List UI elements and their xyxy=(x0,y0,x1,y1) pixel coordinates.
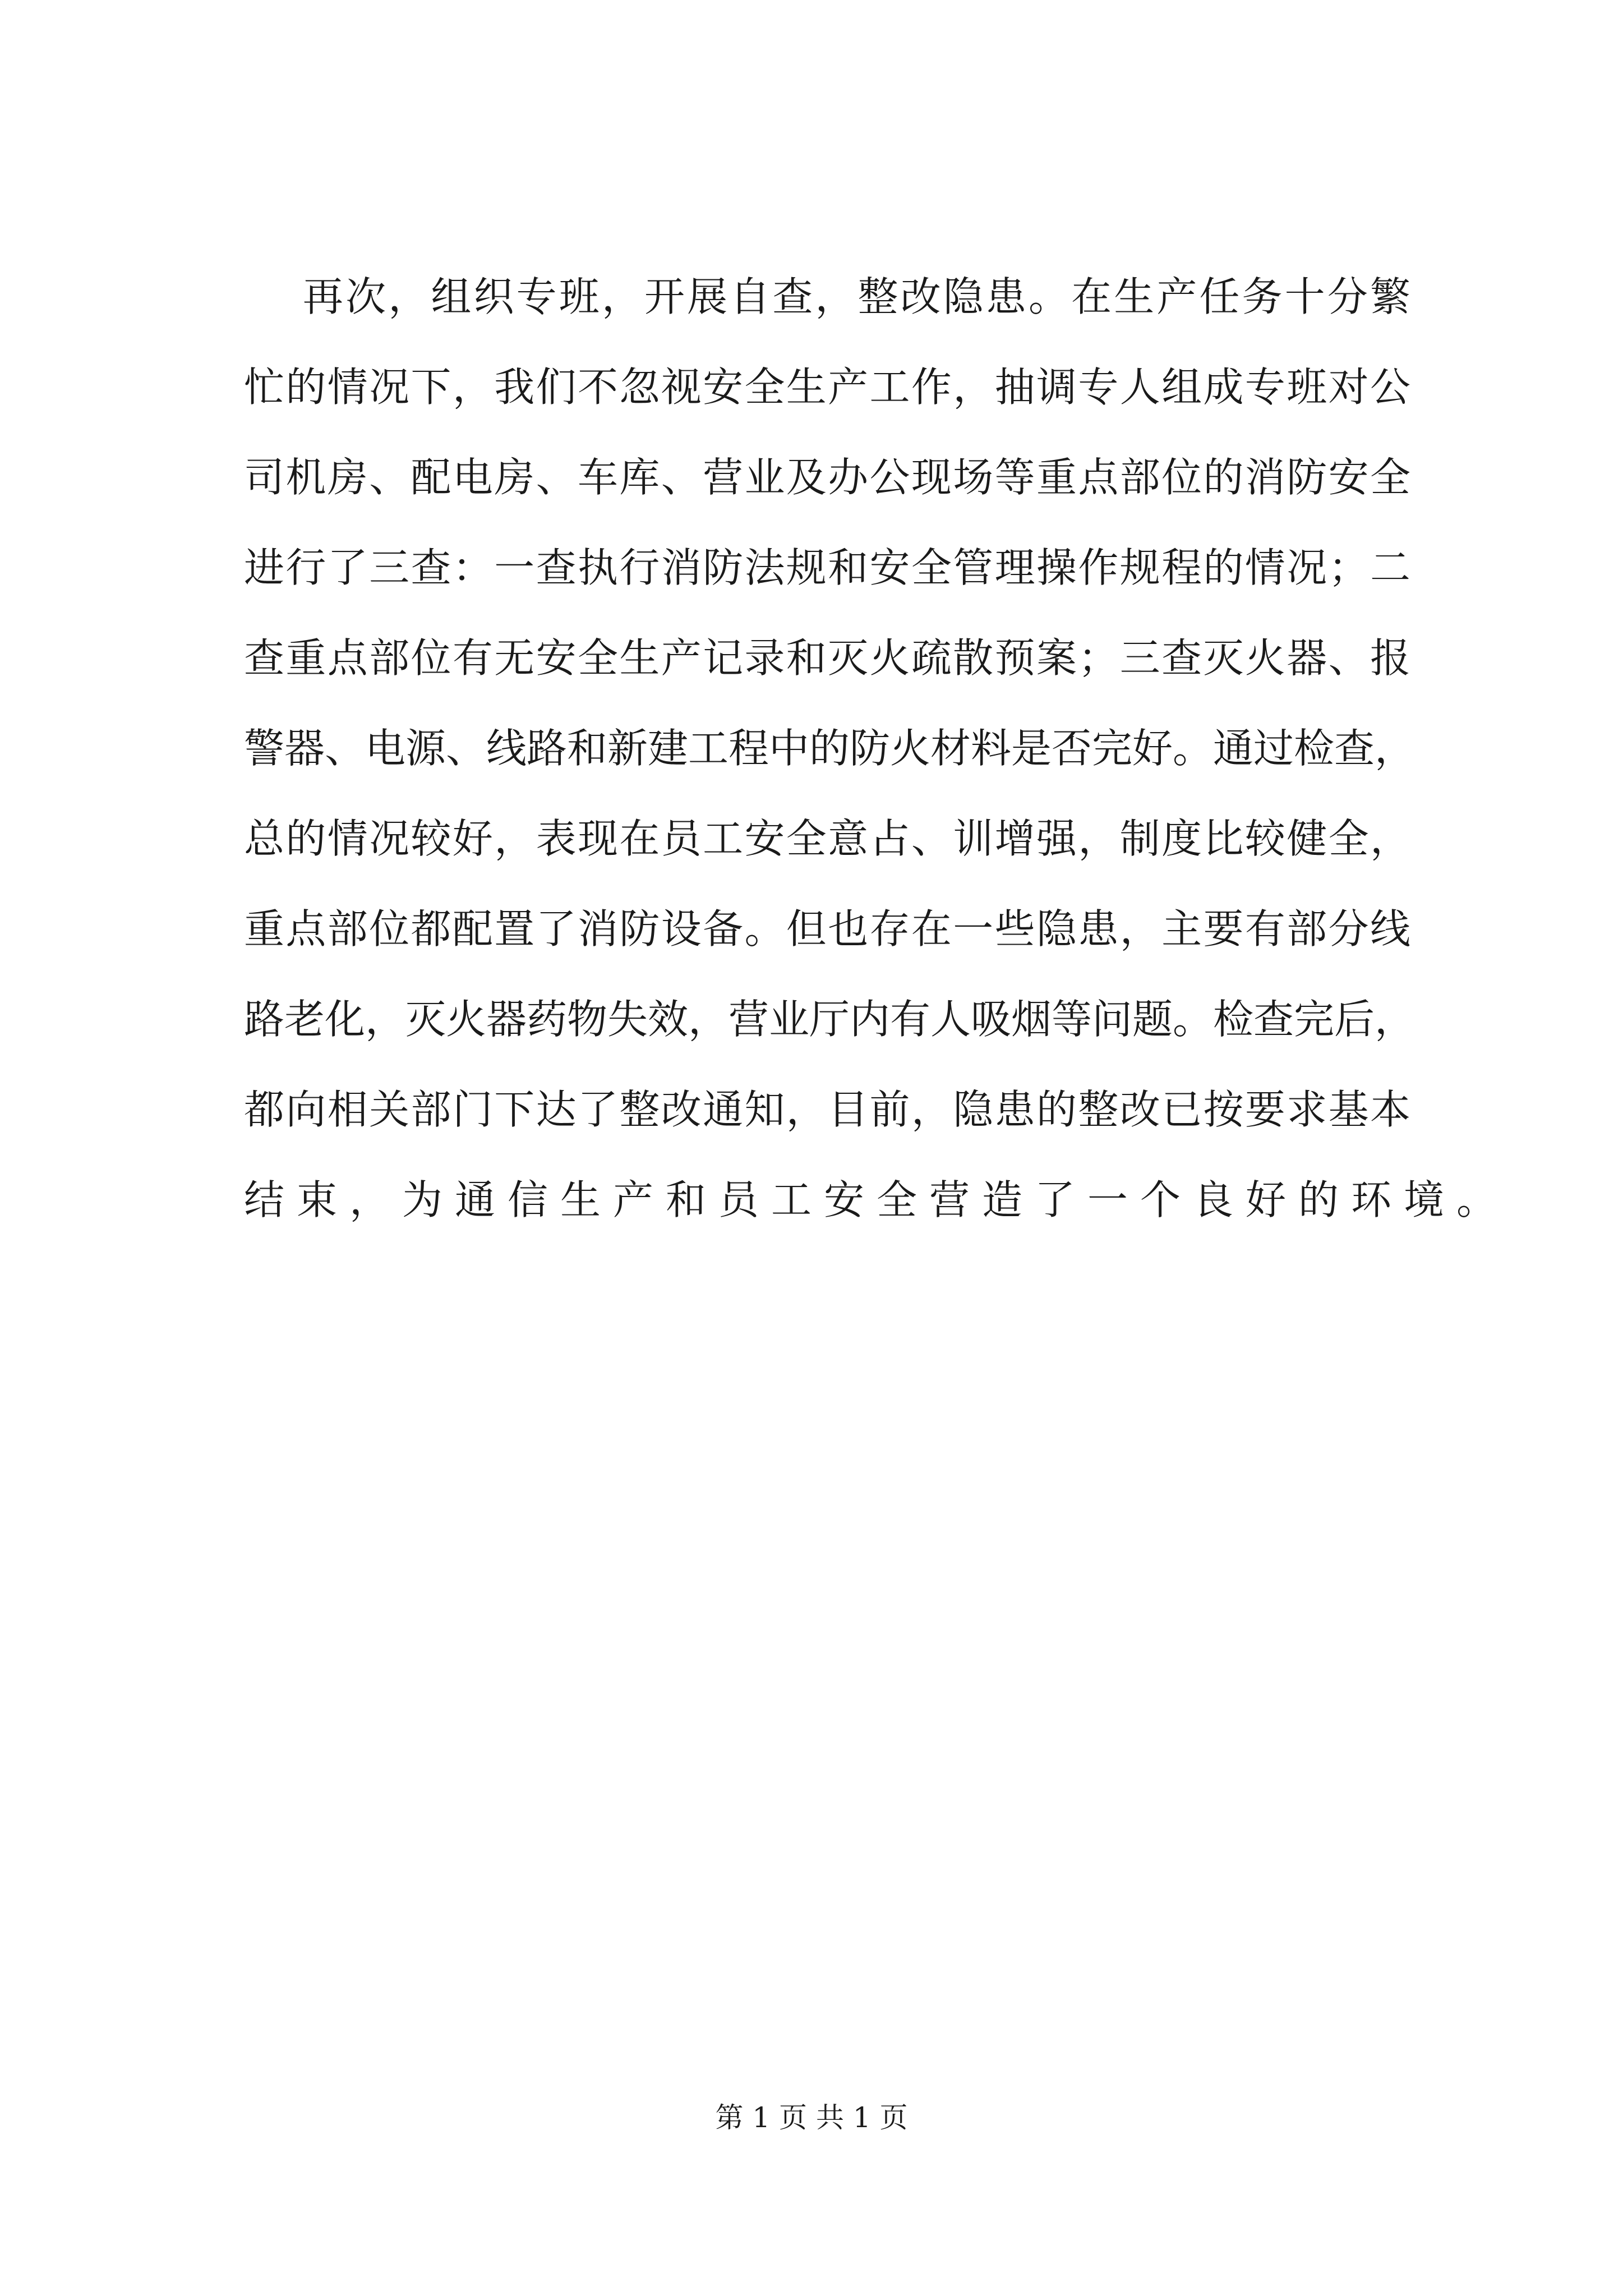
paragraph-line: 再次，组织专班，开展自查，整改隐患。在生产任务十分繁 xyxy=(303,273,1410,320)
paragraph-line: 司机房、配电房、车库、营业及办公现场等重点部位的消防安全 xyxy=(244,454,1410,501)
paragraph-line: 忙的情况下，我们不忽视安全生产工作，抽调专人组成专班对公 xyxy=(244,364,1410,411)
page-number-footer: 第 1 页 共 1 页 xyxy=(715,2101,908,2134)
paragraph-line: 结束，为通信生产和员工安全营造了一个良好的环境。 xyxy=(244,1176,1510,1223)
paragraph-line: 进行了三查：一查执行消防法规和安全管理操作规程的情况；二 xyxy=(244,544,1410,591)
paragraph-line: 重点部位都配置了消防设备。但也存在一些隐患，主要有部分线 xyxy=(244,905,1410,953)
paragraph-line: 总的情况较好，表现在员工安全意占、训增强，制度比较健全， xyxy=(244,815,1410,862)
paragraph-line: 查重点部位有无安全生产记录和灭火疏散预案；三查灭火器、报 xyxy=(244,634,1410,682)
paragraph-line: 路老化，灭火器药物失效，营业厅内有人吸烟等问题。检查完后， xyxy=(244,996,1415,1043)
paragraph-line: 都向相关部门下达了整改通知，目前，隐患的整改已按要求基本 xyxy=(244,1086,1410,1133)
paragraph-line: 警器、电源、线路和新建工程中的防火材料是否完好。通过检查， xyxy=(244,725,1415,772)
